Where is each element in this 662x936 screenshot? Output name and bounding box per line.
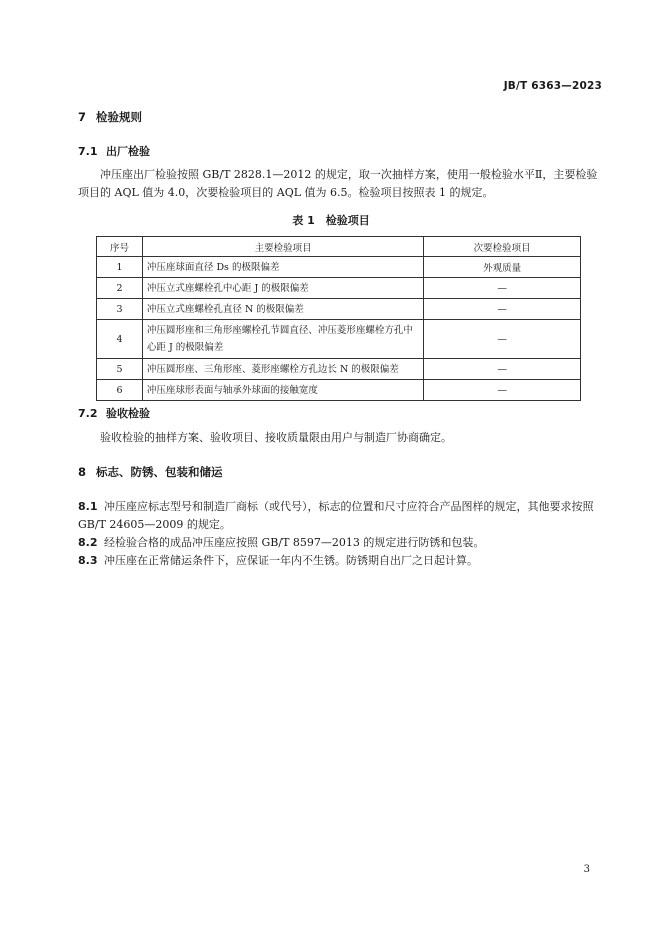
standard-number: JB/T 6363—2023 — [503, 80, 602, 92]
cell-main-item: 冲压立式座螺栓孔中心距 J 的极限偏差 — [142, 278, 423, 299]
clause-7-1-text: 冲压座出厂检验按照 GB/T 2828.1—2012 的规定，取一次抽样方案，使用一般检验水平Ⅱ，主要检验项目的 AQL 值为 4.0，次要检验项目的 AQL 值为 6.5。检验项目按照表 1 的规定。 — [78, 168, 598, 199]
page-number: 3 — [583, 864, 590, 875]
table-row — [97, 320, 581, 359]
cell-minor-item: — — [424, 359, 581, 380]
cell-main-item: 冲压座球形表面与轴承外球面的接触宽度 — [142, 380, 423, 401]
clause-7-2-text: 验收检验的抽样方案、验收项目、接收质量限由用户与制造厂协商确定。 — [100, 431, 452, 444]
cell-no: 3 — [97, 299, 143, 320]
clause-number: 7.2 — [78, 407, 98, 420]
table-row — [97, 257, 581, 278]
section-7-heading — [78, 109, 142, 125]
clause-text: 冲压座应标志型号和制造厂商标（或代号），标志的位置和尺寸应符合产品图样的规定，其他要求按照 GB/T 24605—2009 的规定。 — [78, 500, 594, 531]
clause-text: 冲压座在正常储运条件下，应保证一年内不生锈。防锈期自出厂之日起计算。 — [104, 554, 478, 567]
section-8-heading — [78, 464, 223, 480]
cell-minor-item: — — [424, 380, 581, 401]
table-caption: 表 1 检验项目 — [292, 214, 370, 227]
section-title: 标志、防锈、包装和储运 — [96, 465, 223, 479]
clause-number: 8.2 — [78, 536, 98, 549]
table-row — [97, 380, 581, 401]
section-number: 8 — [78, 465, 87, 479]
clause-number: 8.3 — [78, 554, 98, 567]
clause-title: 出厂检验 — [106, 145, 150, 158]
cell-no: 5 — [97, 359, 143, 380]
table-row — [97, 359, 581, 380]
clause-8-3 — [78, 552, 600, 570]
table-header-row — [97, 237, 581, 257]
cell-main-item: 冲压圆形座和三角形座螺栓孔节圆直径、冲压菱形座螺栓方孔中心距 J 的极限偏差 — [142, 320, 423, 359]
header-cell-minor: 次要检验项目 — [424, 237, 581, 257]
table-row — [97, 299, 581, 320]
clause-number: 7.1 — [78, 145, 98, 158]
section-title: 检验规则 — [96, 110, 142, 124]
cell-no: 6 — [97, 380, 143, 401]
header-cell-no: 序号 — [97, 237, 143, 257]
cell-minor-item: 外观质量 — [424, 257, 581, 278]
clause-number: 8.1 — [78, 500, 98, 513]
table-row — [97, 278, 581, 299]
clause-8-1 — [78, 498, 600, 534]
clause-8-2 — [78, 534, 600, 552]
header-cell-main: 主要检验项目 — [142, 237, 423, 257]
cell-minor-item: — — [424, 278, 581, 299]
clause-title: 验收检验 — [106, 407, 150, 420]
cell-main-item: 冲压圆形座、三角形座、菱形座螺栓方孔边长 N 的极限偏差 — [142, 359, 423, 380]
cell-main-item: 冲压座球面直径 Ds 的极限偏差 — [142, 257, 423, 278]
cell-no: 1 — [97, 257, 143, 278]
clause-7-2-heading — [78, 405, 150, 421]
inspection-table — [96, 236, 581, 401]
cell-no: 2 — [97, 278, 143, 299]
clause-text: 经检验合格的成品冲压座应按照 GB/T 8597—2013 的规定进行防锈和包装。 — [104, 536, 485, 549]
section-number: 7 — [78, 110, 87, 124]
cell-no: 4 — [97, 320, 143, 359]
cell-main-item: 冲压立式座螺栓孔直径 N 的极限偏差 — [142, 299, 423, 320]
cell-minor-item: — — [424, 320, 581, 359]
cell-minor-item: — — [424, 299, 581, 320]
clause-7-1-heading — [78, 143, 150, 159]
